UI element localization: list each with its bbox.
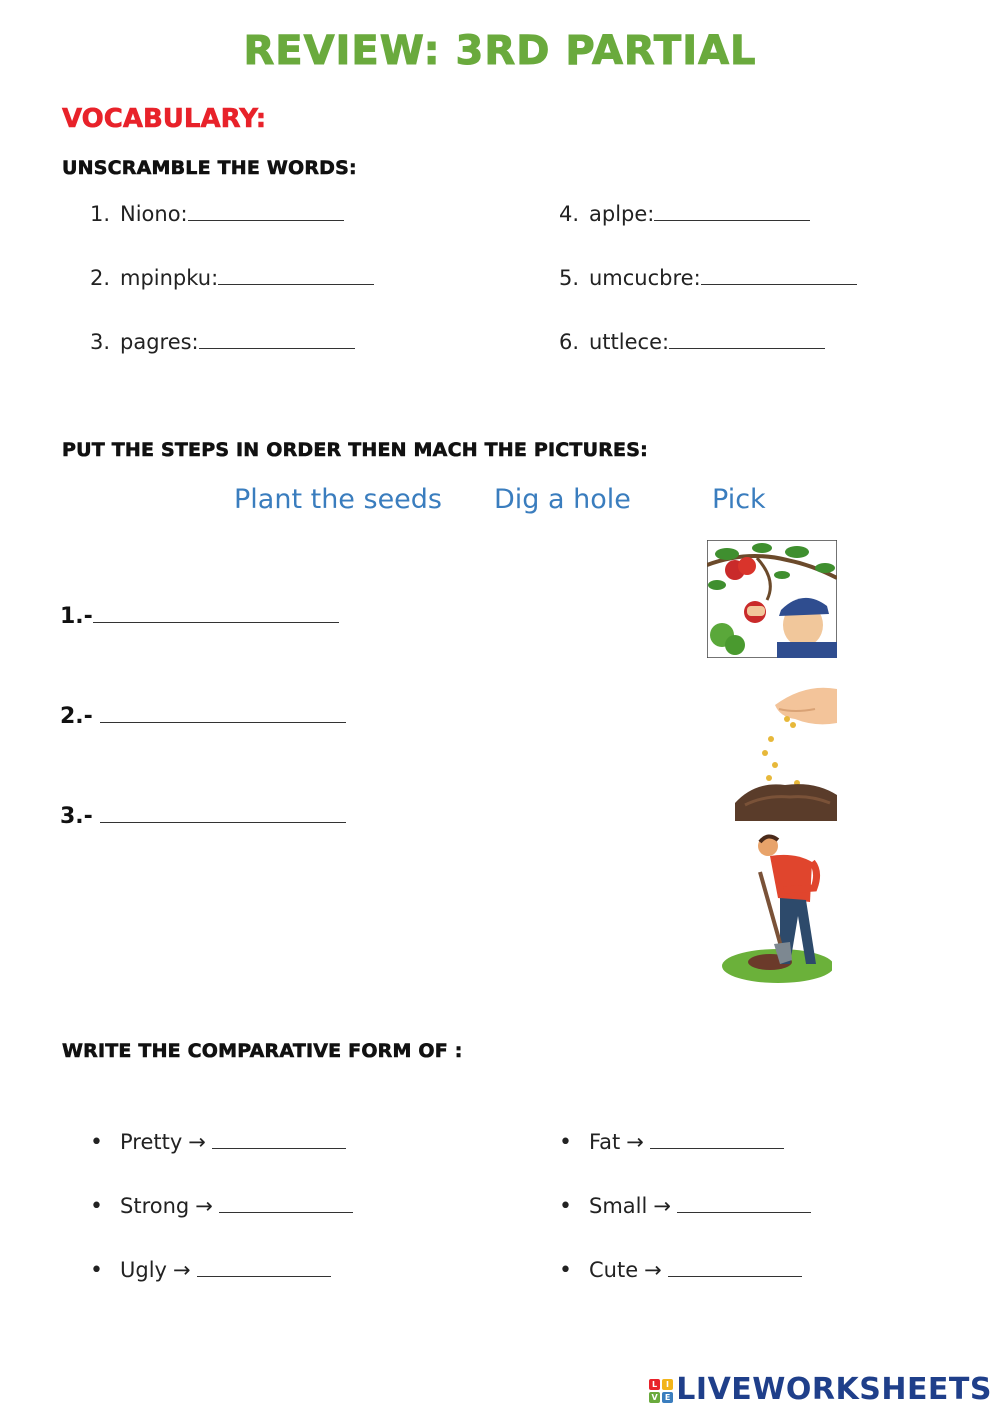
- answer-blank[interactable]: [197, 1258, 331, 1277]
- comparative-item-cute: • Cute →: [559, 1258, 802, 1283]
- liveworksheets-brand[interactable]: [649, 1372, 992, 1407]
- answer-blank[interactable]: [677, 1194, 811, 1213]
- comparative-item-strong: • Strong →: [90, 1194, 353, 1219]
- answer-blank[interactable]: [218, 266, 374, 285]
- step-2: 2.-: [60, 702, 346, 729]
- answer-blank[interactable]: [650, 1130, 784, 1149]
- brand-name: LIVEWORKSHEETS: [676, 1372, 992, 1407]
- step-answer-blank[interactable]: [100, 702, 346, 723]
- unscramble-item-5: 5. umcucbre:: [559, 266, 857, 290]
- scrambled-word: pagres:: [120, 330, 199, 354]
- digging-hole-picture[interactable]: [720, 832, 832, 984]
- comparative-item-small: • Small →: [559, 1194, 811, 1219]
- unscramble-item-2: 2. mpinpku:: [90, 266, 374, 290]
- comparative-item-pretty: • Pretty →: [90, 1130, 346, 1155]
- unscramble-item-1: 1. Niono:: [90, 202, 344, 226]
- answer-blank[interactable]: [668, 1258, 802, 1277]
- scrambled-word: umcucbre:: [589, 266, 701, 290]
- option-plant-seeds[interactable]: Plant the seeds: [234, 484, 442, 515]
- option-pick[interactable]: Pick: [712, 484, 766, 515]
- step-3: 3.-: [60, 802, 346, 829]
- answer-blank[interactable]: [219, 1194, 353, 1213]
- vocabulary-heading: VOCABULARY:: [62, 104, 267, 134]
- unscramble-item-6: 6. uttlece:: [559, 330, 825, 354]
- answer-blank[interactable]: [654, 202, 810, 221]
- arrow-icon: →: [188, 1130, 206, 1154]
- arrow-icon: →: [626, 1130, 644, 1154]
- step-1: 1.-: [60, 602, 339, 629]
- scrambled-word: uttlece:: [589, 330, 670, 354]
- page-title: REVIEW: 3RD PARTIAL: [243, 28, 757, 74]
- steps-instruction: PUT THE STEPS IN ORDER THEN MACH THE PICTURES:: [62, 439, 648, 461]
- answer-blank[interactable]: [701, 266, 857, 285]
- answer-blank[interactable]: [669, 330, 825, 349]
- step-answer-blank[interactable]: [100, 802, 346, 823]
- unscramble-item-4: 4. aplpe:: [559, 202, 810, 226]
- answer-blank[interactable]: [188, 202, 344, 221]
- picking-apples-picture[interactable]: [707, 540, 837, 658]
- comparative-instruction: WRITE THE COMPARATIVE FORM OF :: [62, 1040, 463, 1062]
- answer-blank[interactable]: [212, 1130, 346, 1149]
- unscramble-item-3: 3. pagres:: [90, 330, 355, 354]
- arrow-icon: →: [195, 1194, 213, 1218]
- scrambled-word: aplpe:: [589, 202, 655, 226]
- comparative-item-fat: • Fat →: [559, 1130, 784, 1155]
- answer-blank[interactable]: [199, 330, 355, 349]
- arrow-icon: →: [653, 1194, 671, 1218]
- arrow-icon: →: [172, 1258, 191, 1282]
- scrambled-word: mpinpku:: [120, 266, 219, 290]
- planting-seeds-picture[interactable]: [735, 683, 837, 821]
- comparative-item-ugly: • Ugly →: [90, 1258, 331, 1283]
- option-dig-hole[interactable]: Dig a hole: [494, 484, 631, 515]
- scrambled-word: Niono:: [120, 202, 188, 226]
- liveworksheets-logo-icon: L I V E: [649, 1379, 673, 1403]
- arrow-icon: →: [644, 1258, 662, 1282]
- unscramble-instruction: UNSCRAMBLE THE WORDS:: [62, 157, 357, 179]
- step-answer-blank[interactable]: [93, 602, 339, 623]
